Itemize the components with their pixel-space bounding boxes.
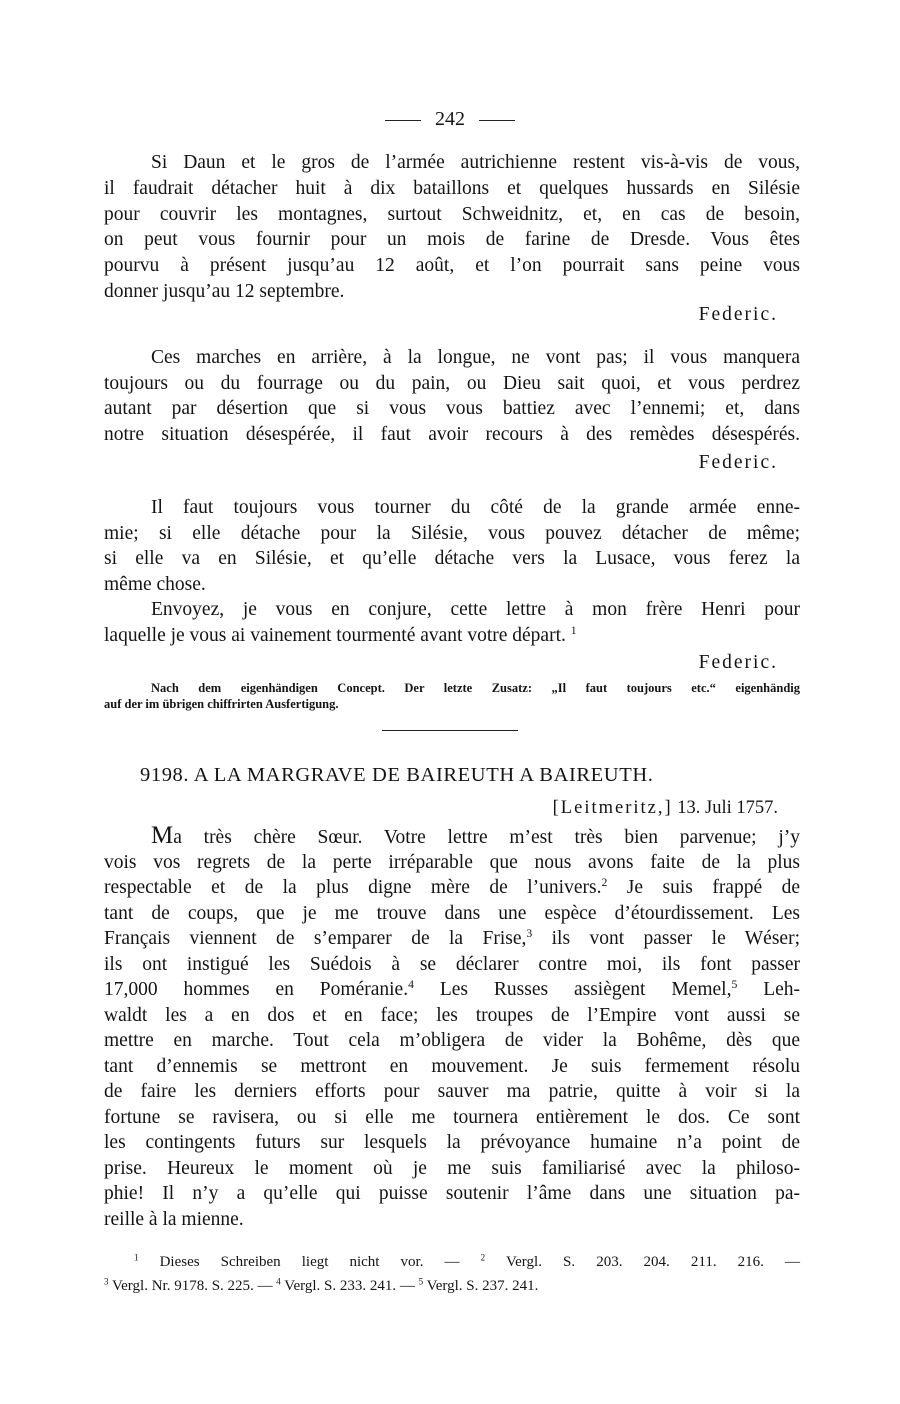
text-line: reille à la mienne.: [104, 1209, 244, 1230]
text-line: on peut vous fournir pour un mois de farine de Dresde. Vous êtes: [104, 229, 800, 250]
text-line: il faudrait détacher huit à dix bataillons et quelques hussards en Silésie: [104, 178, 800, 199]
text-line: mie; si elle détache pour la Silésie, vous pouvez détacher de même;: [104, 523, 800, 544]
text-line: phie! Il n’y a qu’elle qui puisse soutenir l’âme dans une situation pa-: [104, 1183, 800, 1204]
text-line: laquelle je vous ai vainement tourmenté avant votre départ. $^1$: [104, 623, 577, 646]
text-line: Ma très chère Sœur. Votre lettre m’est très bien parvenue; j’y: [151, 822, 800, 849]
source-note: auf der im übrigen chiffrirten Ausfertigung.: [104, 697, 339, 711]
text-line: donner jusqu’au 12 septembre.: [104, 281, 345, 302]
text-line: respectable et de la plus digne mère de l’univers.$^2$ Je suis frappé de: [104, 875, 801, 898]
footnote-ref: 4: [408, 977, 414, 991]
footnote-line: $^3$ Vergl. Nr. 9178. S. 225. — $^4$ Vergl. S. 233. 241. — $^5$ Vergl. S. 237. 241.: [104, 1276, 539, 1294]
text-line: 17,000 hommes en Poméranie.$^4$ Les Russes assiègent Memel,$^5$ Leh-: [104, 977, 801, 1000]
footnote: Vergl. Nr. 9178. S. 225. —: [111, 1278, 273, 1294]
section-separator: [382, 730, 518, 731]
letter-dateline: [Leitmeritz,] 13. Juli 1757.: [552, 798, 778, 818]
text-line: tant d’ennemis se mettront en mouvement. Je suis fermement résolu: [104, 1056, 800, 1077]
page-number: 242: [435, 108, 465, 130]
footnote: Dieses Schreiben liegt nicht vor. —: [159, 1254, 460, 1270]
text-line: toujours ou du fourrage ou du pain, ou Dieu sait quoi, et vous perdrez: [104, 373, 800, 394]
text-line: notre situation désespérée, il faut avoir recours à des remèdes désespérés.: [104, 424, 800, 445]
text-line: Français viennent de s’emparer de la Frise,$^3$ ils vont passer le Wéser;: [104, 926, 800, 949]
signature: Federic.: [698, 652, 778, 673]
text-line: Ces marches en arrière, à la longue, ne vont pas; il vous manquera: [151, 347, 800, 368]
text-line: même chose.: [104, 574, 206, 595]
text-line: tant de coups, que je me trouve dans une espèce d’étourdissement. Les: [104, 903, 800, 924]
text-line: vois vos regrets de la perte irréparable que nous avons faite de la plus: [104, 852, 800, 873]
text-line: si elle va en Silésie, et qu’elle détache vers la Lusace, vous ferez la: [104, 548, 800, 569]
footnote: Vergl. S. 203. 204. 211. 216. —: [505, 1254, 801, 1270]
text-line: fortune se ravisera, ou si elle me tournera entièrement le dos. Ce sont: [104, 1107, 800, 1128]
footnote: Vergl. S. 233. 241. —: [284, 1278, 415, 1294]
text-line: ils ont instigué les Suédois à se déclarer contre moi, ils font passer: [104, 954, 800, 975]
text-line: pour couvrir les montagnes, surtout Schweidnitz, et, en cas de besoin,: [104, 204, 800, 225]
text-line: mettre en marche. Tout cela m’obligera de vider la Bohême, dès que: [104, 1030, 800, 1051]
header-rule-left: [385, 120, 421, 121]
text-line: de faire les derniers efforts pour sauver ma patrie, quitte à voir si la: [104, 1081, 800, 1102]
text-line: Envoyez, je vous en conjure, cette lettre à mon frère Henri pour: [151, 599, 800, 620]
signature: Federic.: [698, 304, 778, 325]
header-rule-right: [479, 120, 515, 121]
footnote-ref: 2: [601, 875, 608, 889]
letter-heading: 9198. A LA MARGRAVE DE BAIREUTH A BAIREUTH.: [140, 764, 654, 786]
footnote-ref: 5: [731, 977, 738, 991]
text-line: waldt les a en dos et en face; les troupes de l’Empire vont aussi se: [104, 1005, 800, 1026]
initial-letter: M: [151, 822, 174, 849]
source-note: Nach dem eigenhändigen Concept. Der letzte Zusatz: „Il faut toujours etc.“ eigenhändig: [151, 681, 800, 695]
footnote-line: $^1$ Dieses Schreiben liegt nicht vor. — $^2$ Vergl. S. 203. 204. 211. 216. —: [134, 1252, 801, 1270]
footnote: Vergl. S. 237. 241.: [426, 1278, 539, 1294]
footnote-ref: 1: [570, 623, 577, 637]
footnote-ref: 3: [526, 926, 533, 940]
text-line: Si Daun et le gros de l’armée autrichienne restent vis-à-vis de vous,: [151, 152, 800, 173]
text-line: les contingents futurs sur lesquels la prévoyance humaine n’a point de: [104, 1132, 800, 1153]
text-line: pourvu à présent jusqu’au 12 août, et l’on pourrait sans peine vous: [104, 255, 800, 276]
signature: Federic.: [698, 452, 778, 473]
page-header: [0, 106, 900, 132]
text-line: prise. Heureux le moment où je me suis familiarisé avec la philoso-: [104, 1158, 800, 1179]
text-line: autant par désertion que si vous vous battiez avec l’ennemi; et, dans: [104, 398, 800, 419]
text-line: Il faut toujours vous tourner du côté de la grande armée enne-: [151, 497, 800, 518]
